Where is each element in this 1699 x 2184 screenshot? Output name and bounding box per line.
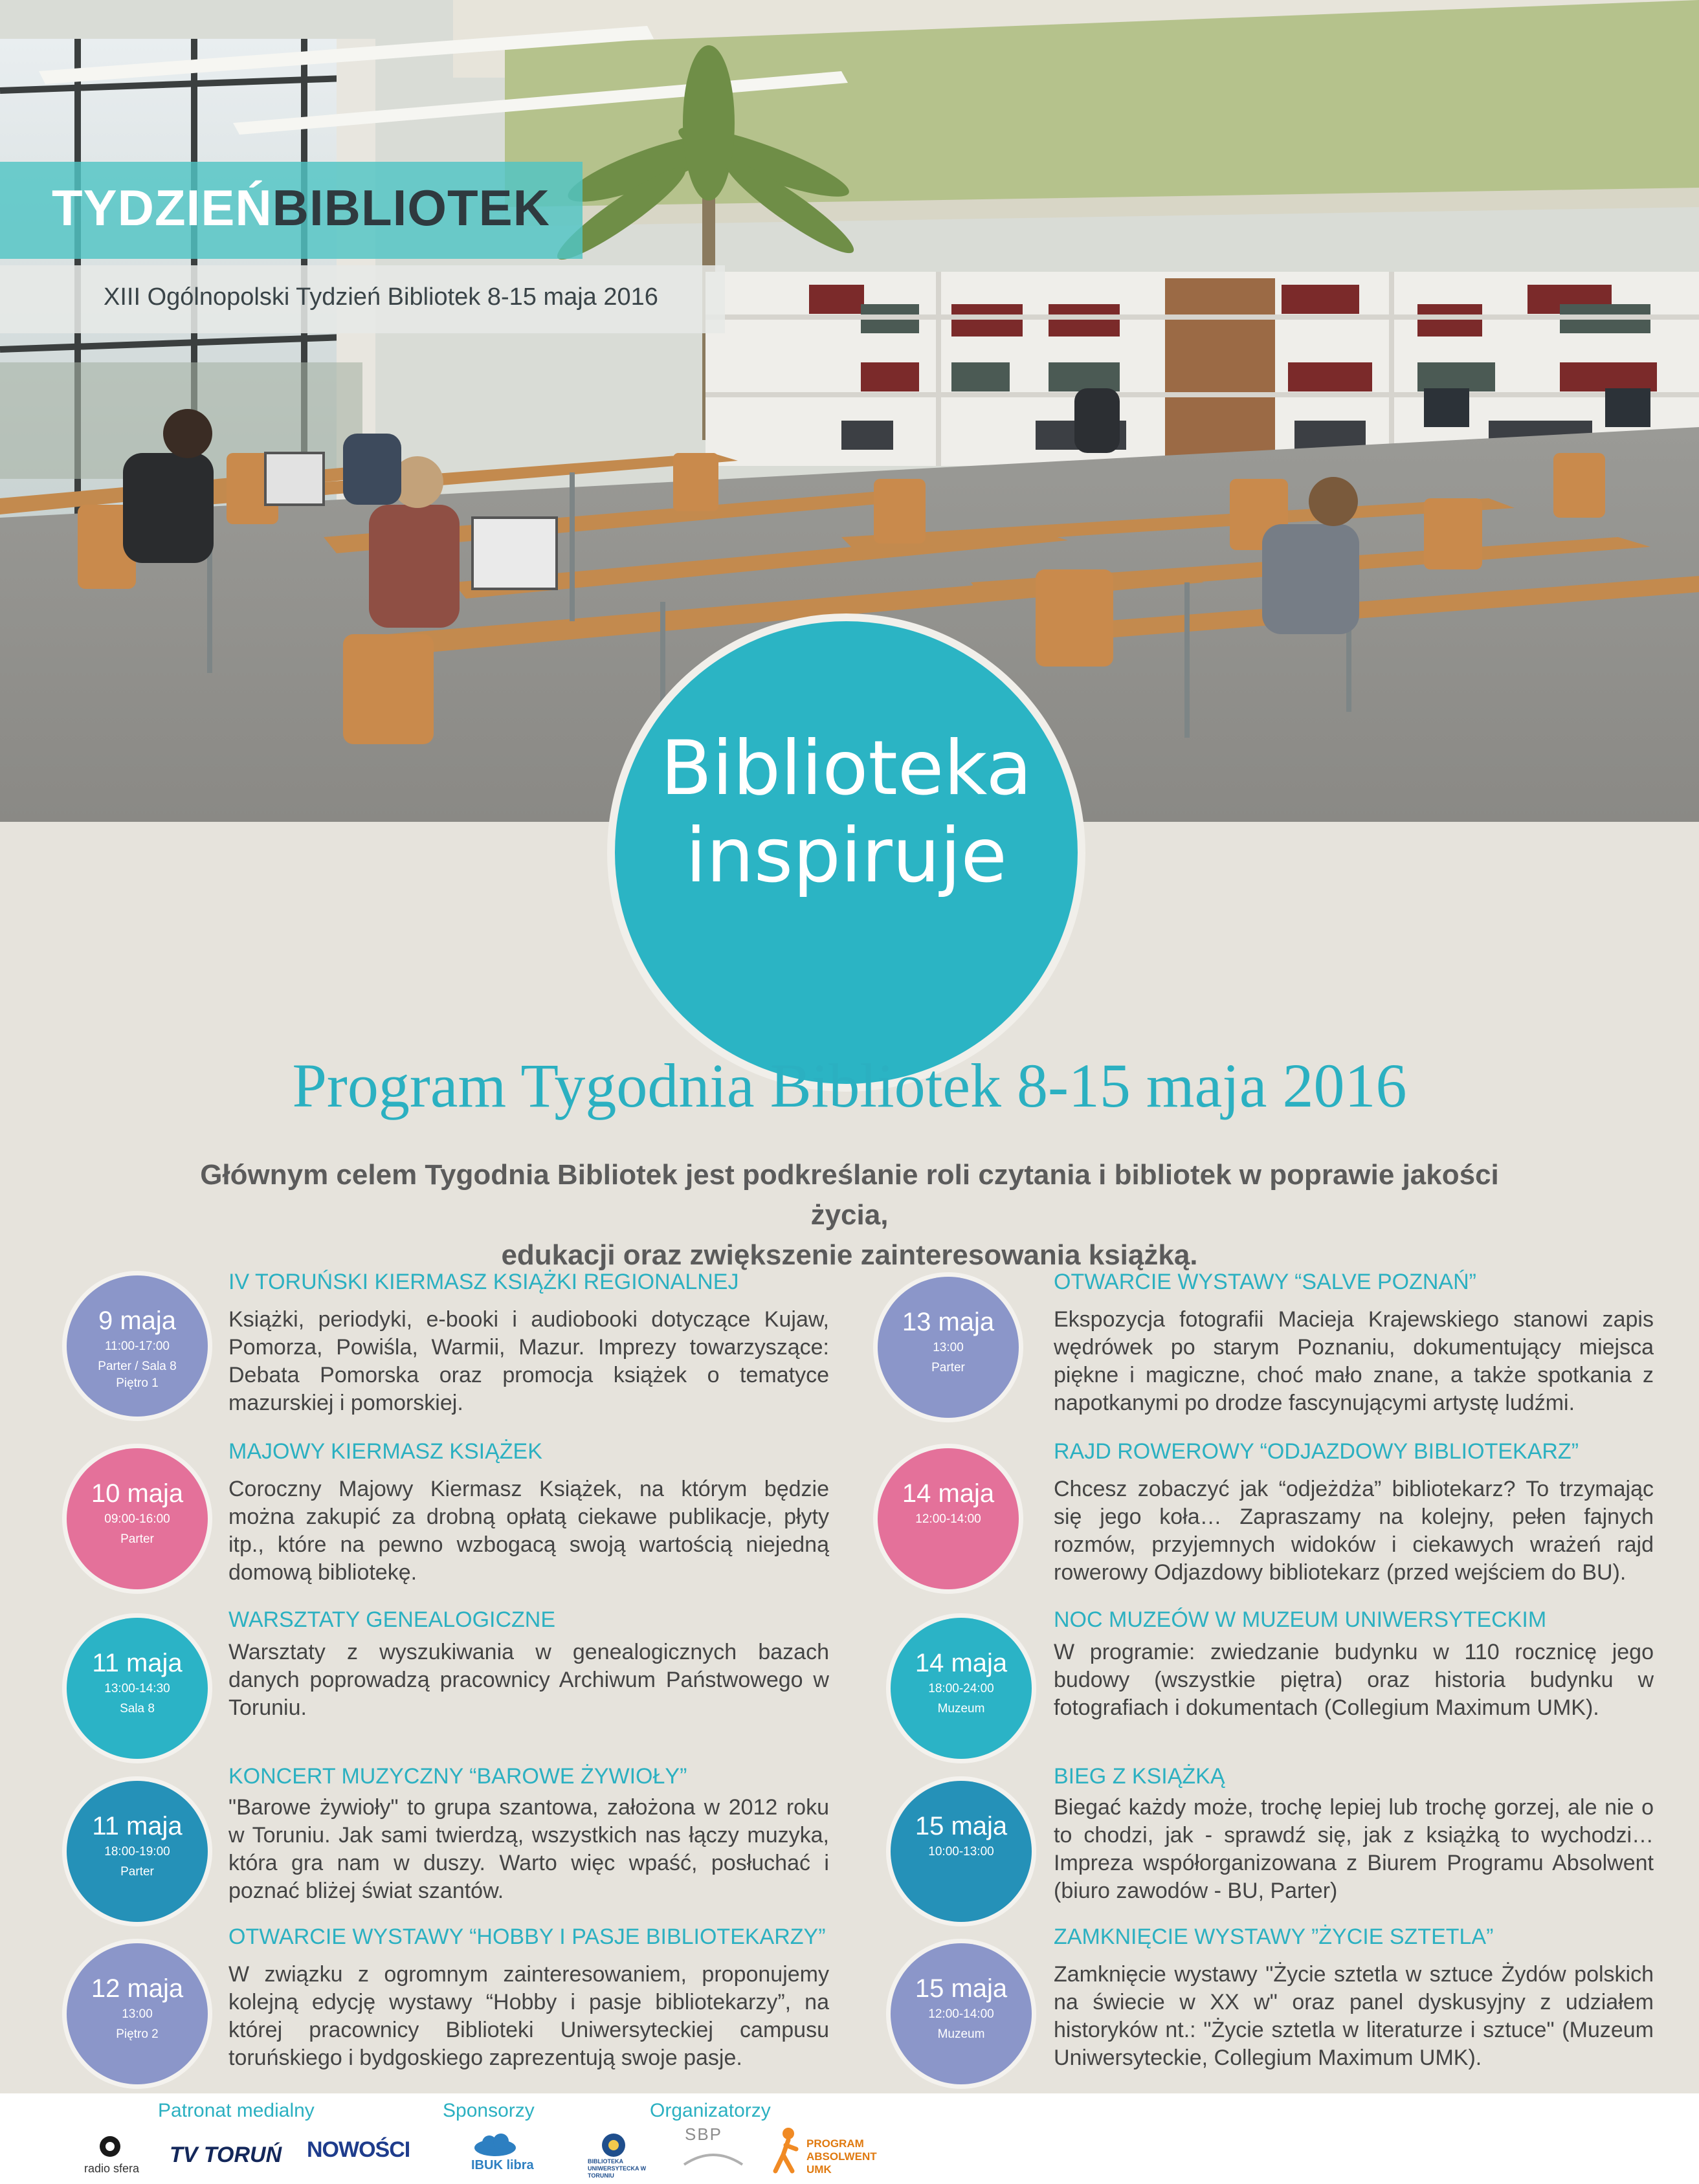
event-date: 15 maja <box>915 1974 1008 2003</box>
biblioteka-uniwersytecka-text: BIBLIOTEKA UNIWERSYTECKA W TORUNIU <box>588 2158 647 2179</box>
event-description: Chcesz zobaczyć jak “odjeżdża” bibliotekarz? To trzymając się jego koła… Zapraszamy na kolejny, pełen fajnych rozmów, przyjemnych widoków i ciekawych wrażeń rajd rowerowy Odjazdowy bibliotekarz (przed wejściem do BU). <box>1054 1477 1654 1585</box>
event-place <box>891 2026 1032 2043</box>
event-time: 11:00-17:00 <box>104 1340 170 1353</box>
event-date: 11 maja <box>92 1649 183 1677</box>
event-description: Warsztaty z wyszukiwania w genealogicznych bazach danych poprowadzą pracownicy Archiwum Państwowego w Toruniu. <box>228 1640 829 1720</box>
event-description: Coroczny Majowy Kiermasz Książek, na którym będzie można zakupić za drobną opłatą ciekawe publikacje, płyty itp., które na pewno wzbogacą swoją wartością niejedną domową bibliotekę. <box>228 1477 829 1585</box>
event-place <box>67 1864 208 1881</box>
event-place-line: Parter <box>120 1865 154 1879</box>
event-date-badge <box>67 1448 208 1589</box>
event-place-line: Parter <box>931 1361 965 1374</box>
event-place <box>67 1531 208 1548</box>
sbp-logo[interactable] <box>681 2124 746 2179</box>
radio-sfera-text: radio sfera <box>84 2162 140 2175</box>
sponsorzy-label: Sponsorzy <box>443 2100 535 2121</box>
sbp-arc-icon <box>681 2145 746 2171</box>
event-place <box>891 1701 1032 1717</box>
footer-sponsors <box>0 2093 1699 2184</box>
event-title: WARSZTATY GENEALOGICZNE <box>228 1607 556 1632</box>
brand-title <box>52 179 550 236</box>
event-title: BIEG Z KSIĄŻKĄ <box>1054 1764 1225 1789</box>
event-date-badge <box>878 1277 1019 1418</box>
event-time: 09:00-16:00 <box>104 1512 170 1526</box>
event-time: 12:00-14:00 <box>928 2007 994 2021</box>
event-description: Książki, periodyki, e-booki i audiobooki dotyczące Kujaw, Pomorza, Powiśla, Warmii, Mazur. Imprezy towarzyszące: Debata Pomorska oraz promocja książek o tematyce mazurskiej i pomorskiej. <box>228 1307 829 1415</box>
event-date-badge <box>67 1781 208 1922</box>
brand-title-part1: TYDZIEŃ <box>52 179 272 236</box>
tv-torun-text: TV TORUŃ <box>170 2143 282 2167</box>
biblioteka-uniwersytecka-logo[interactable] <box>588 2131 672 2183</box>
event-date-badge <box>891 1943 1032 2084</box>
ibuk-libra-logo[interactable] <box>466 2134 534 2180</box>
ibuk-libra-text: IBUK libra <box>471 2158 534 2172</box>
event-date-badge <box>891 1618 1032 1759</box>
event-time: 10:00-13:00 <box>928 1845 994 1859</box>
slogan-line1: Biblioteka <box>660 725 1032 812</box>
event-place <box>878 1360 1019 1376</box>
event-place <box>67 1358 208 1392</box>
event-title: KONCERT MUZYCZNY “BAROWE ŻYWIOŁY” <box>228 1764 687 1789</box>
event-date: 14 maja <box>915 1649 1008 1677</box>
program-absolwent-umk-logo[interactable] <box>770 2126 900 2181</box>
event-date-badge <box>878 1448 1019 1589</box>
university-seal-icon <box>588 2131 672 2158</box>
event-title: ZAMKNIĘCIE WYSTAWY ”ŻYCIE SZTETLA” <box>1054 1925 1494 1949</box>
intro-line: edukacji oraz zwiększenie zainteresowania książką. <box>501 1239 1198 1271</box>
slogan-line2: inspiruje <box>685 812 1007 899</box>
event-description: "Barowe żywioły" to grupa szantowa, założona w 2012 roku w Toruniu. Jak sami twierdzą, wszystkich nas łączy muzyka, która gra nam w duszy. Warto więc wpaść, posłuchać i poznać bliżej świat szantów. <box>228 1795 829 1903</box>
event-description: W związku z ogromnym zainteresowaniem, proponujemy kolejną edycję wystawy “Hobby i pasje bibliotekarzy”, na której pracownicy Biblioteki Uniwersyteckiej campusu toruńskiego i bydgoskiego zaprezentują swoje pasje. <box>228 1962 829 2070</box>
event-date: 9 maja <box>98 1307 177 1335</box>
event-time: 18:00-19:00 <box>104 1845 170 1859</box>
event-place-line: Parter / Sala 8 <box>98 1360 177 1373</box>
event-title: OTWARCIE WYSTAWY “HOBBY I PASJE BIBLIOTEKARZY” <box>228 1925 826 1949</box>
event-description: Biegać każdy może, trochę lepiej lub trochę gorzej, ale nie o to chodzi, jak - sprawdź się, jak z książką to wychodzi… Impreza współorganizowana z Biurem Programu Absolwent (biuro zawodów - BU, Parter) <box>1054 1795 1654 1903</box>
event-time: 13:00 <box>933 1341 964 1354</box>
event-title: MAJOWY KIERMASZ KSIĄŻEK <box>228 1439 542 1464</box>
event-description: Zamknięcie wystawy "Życie sztetla w sztuce Żydów polskich na świecie w XX w" oraz panel dyskusyjny z udziałem historyków nt.: "Życie sztetla w literaturze i sztuce" (Muzeum Uniwersyteckie, Collegium Maximum UMK). <box>1054 1962 1654 2070</box>
tv-torun-logo[interactable] <box>170 2140 280 2172</box>
event-date: 13 maja <box>902 1308 995 1336</box>
brand-title-part2: BIBLIOTEK <box>272 179 550 236</box>
event-title: RAJD ROWEROWY “ODJAZDOWY BIBLIOTEKARZ” <box>1054 1439 1579 1464</box>
event-time: 13:00 <box>122 2007 153 2021</box>
nowosci-text: NOWOŚCI <box>307 2137 410 2162</box>
event-place-line: Piętro 1 <box>116 1376 159 1390</box>
event-place <box>67 1701 208 1717</box>
patronat-label: Patronat medialny <box>158 2100 315 2121</box>
event-date-badge <box>67 1943 208 2084</box>
event-description: Ekspozycja fotografii Macieja Krajewskiego stanowi zapis wędrówek po starym Poznaniu, dokumentujący miejsca piękne i magiczne, choć mało znane, a także spotkania z napotkanymi po drodze fascynującymi artystę ludźmi. <box>1054 1307 1654 1415</box>
slogan-circle <box>615 621 1078 1084</box>
cloud-icon <box>466 2134 524 2157</box>
intro-text <box>162 1155 1537 1275</box>
radio-wave-icon <box>78 2134 149 2159</box>
intro-line: Głównym celem Tygodnia Bibliotek jest podkreślanie roli czytania i bibliotek w poprawie jakości życia, <box>200 1159 1499 1231</box>
event-date: 15 maja <box>915 1812 1008 1840</box>
event-place-line: Parter <box>120 1532 154 1546</box>
event-time: 13:00-14:30 <box>104 1682 170 1695</box>
sbp-text: SBP <box>685 2124 723 2144</box>
event-description: W programie: zwiedzanie budynku w 110 rocznicę jego budowy (wszystkie piętra) oraz historia budynku w fotografiach i dokumentach (Collegium Maximum UMK). <box>1054 1640 1654 1720</box>
event-place-line: Muzeum <box>937 1702 985 1715</box>
event-date: 12 maja <box>91 1974 184 2003</box>
event-place <box>67 2026 208 2043</box>
event-place-line: Sala 8 <box>120 1702 155 1715</box>
program-title: Program Tygodnia Bibliotek 8-15 maja 2016 <box>292 1051 1407 1120</box>
event-time: 18:00-24:00 <box>928 1682 994 1695</box>
event-date: 10 maja <box>91 1479 184 1508</box>
event-date-badge <box>67 1618 208 1759</box>
subtitle: XIII Ogólnopolski Tydzień Bibliotek 8-15 maja 2016 <box>104 283 658 311</box>
event-date: 14 maja <box>902 1479 995 1508</box>
running-figure-icon <box>770 2126 803 2178</box>
nowosci-logo[interactable] <box>307 2132 410 2171</box>
event-title: IV TORUŃSKI KIERMASZ KSIĄŻKI REGIONALNEJ <box>228 1270 739 1294</box>
event-date: 11 maja <box>92 1812 183 1840</box>
event-date-badge <box>891 1781 1032 1922</box>
event-time: 12:00-14:00 <box>915 1512 981 1526</box>
event-title: OTWARCIE WYSTAWY “SALVE POZNAŃ” <box>1054 1270 1476 1294</box>
event-place-line: Muzeum <box>937 2027 985 2041</box>
radio-sfera-logo[interactable] <box>78 2134 149 2179</box>
event-place-line: Piętro 2 <box>116 2027 159 2041</box>
event-date-badge <box>67 1275 208 1417</box>
event-title: NOC MUZEÓW W MUZEUM UNIWERSYTECKIM <box>1054 1607 1547 1632</box>
program-absolwent-text: PROGRAM ABSOLWENT UMK <box>806 2137 877 2176</box>
organizatorzy-label: Organizatorzy <box>650 2100 771 2121</box>
